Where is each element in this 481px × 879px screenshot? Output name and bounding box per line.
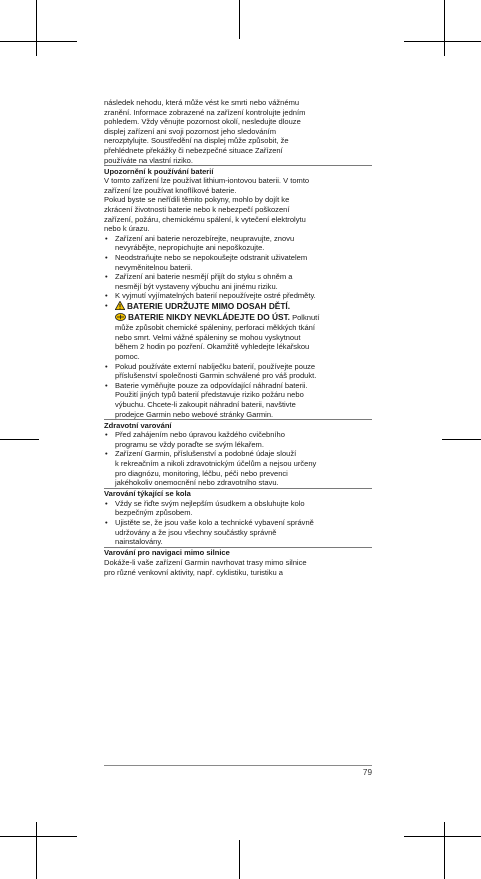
crop-mark xyxy=(404,41,481,42)
text-line: Zařízení Garmin, příslušenství a podobné údaje slouží xyxy=(115,449,297,459)
crop-mark xyxy=(239,0,240,39)
crop-mark xyxy=(0,836,77,837)
text-line: pro diagnózu, monitoring, léčbu, péči nebo prevenci xyxy=(115,468,288,478)
text-line: pomoc. xyxy=(115,351,140,361)
text-line: nesmějí být vystaveny výbuchu ani jinému riziku. xyxy=(115,281,278,291)
text-line: nainstalovány. xyxy=(115,537,163,547)
crop-mark xyxy=(36,822,37,879)
crop-mark xyxy=(444,822,445,879)
crop-mark xyxy=(444,0,445,56)
warning-triangle-icon xyxy=(115,301,125,313)
health-bullet-list xyxy=(104,430,372,488)
list-item-danger xyxy=(104,301,372,362)
footer-rule xyxy=(104,765,372,766)
crop-mark xyxy=(0,439,39,440)
crop-mark xyxy=(404,836,481,837)
section-heading-health: Zdravotní varování xyxy=(104,419,372,430)
list-item xyxy=(104,449,372,487)
text-line: pohledem. Vždy věnujte pozornost okolí, nesledujte dlouze xyxy=(104,117,301,127)
crop-mark xyxy=(0,41,77,42)
text-line: nebo k úrazu. xyxy=(104,224,150,234)
text-line: Před zahájením nebo úpravou každého cvičebního xyxy=(115,430,285,440)
text-line: Dokáže-li vaše zařízení Garmin navrhovat trasy mimo silnice xyxy=(104,557,307,567)
page-number: 79 xyxy=(362,768,372,777)
text-line: K vyjmutí vyjímatelných baterií nepoužívejte ostré předměty. xyxy=(115,291,316,301)
text-line: jakéhokoliv onemocnění nebo zdravotního stavu. xyxy=(115,478,279,488)
text-line: Ujistěte se, že jsou vaše kolo a technické vybavení správně xyxy=(115,518,314,528)
battery-paragraph-1 xyxy=(104,176,372,195)
text-line: programu se vždy poraďte se svým lékařem. xyxy=(115,439,264,449)
list-item xyxy=(104,430,372,449)
text-line: k rekreačním a nikoli zdravotnickým účelům a nejsou určeny xyxy=(115,458,317,468)
text-line: Pokud používáte externí nabíječku baterií, používejte pouze xyxy=(115,361,316,371)
text-line: nebo smrt. Velmi vážné spáleniny se mohou vyskytnout xyxy=(115,332,301,342)
text-line: přehlédnete překážky či nebezpečné situace Zařízení xyxy=(104,145,283,155)
list-item xyxy=(104,518,372,547)
list-item xyxy=(104,291,372,301)
text-line: zkrácení životnosti baterie nebo k nebezpečí poškození xyxy=(104,205,290,215)
bike-bullet-list xyxy=(104,499,372,547)
section-heading-offroad: Varování pro navigaci mimo silnice xyxy=(104,547,372,558)
crop-mark xyxy=(442,439,481,440)
intro-paragraph xyxy=(104,98,372,165)
list-item xyxy=(104,253,372,272)
text-line: Neodstraňujte nebo se nepokoušejte odstranit uživatelem xyxy=(115,253,308,262)
crop-mark xyxy=(36,0,37,56)
text-line: V tomto zařízení lze používat lithium-iontovou baterii. V tomto xyxy=(104,176,310,186)
text-line: Zařízení ani baterie nerozebírejte, neupravujte, znovu xyxy=(115,233,295,243)
text-line: Vždy se řiďte svým nejlepším úsudkem a obsluhujte kolo xyxy=(115,498,305,508)
danger-text: BATERIE NIKDY NEVKLÁDEJTE DO ÚST. xyxy=(128,311,290,322)
text-line: příslušenství společnosti Garmin schválené pro váš produkt. xyxy=(115,371,317,381)
text-line: Pokud byste se neřídili těmito pokyny, mohlo by dojít ke xyxy=(104,195,290,205)
text-line: nevyrábějte, nepropichujte ani nepoškozujte. xyxy=(115,243,265,253)
text-line: Použití jiných typů baterií představuje riziko požáru nebo xyxy=(115,390,304,400)
offroad-paragraph xyxy=(104,558,372,577)
list-item xyxy=(104,234,372,253)
list-item xyxy=(104,272,372,291)
battery-bullet-list xyxy=(104,234,372,419)
text-line: během 2 hodin po pozření. Okamžitě vyhledejte lékařskou xyxy=(115,342,310,352)
text-line: následek nehodu, která může vést ke smrti nebo vážnému xyxy=(104,98,300,107)
text-line: nerozptylujte. Soustředění na displej může způsobit, že xyxy=(104,136,289,146)
text-line: výbuchu. Chcete-li zakoupit náhradní baterii, navštivte xyxy=(115,399,296,409)
crop-mark xyxy=(239,840,240,879)
text-line: používáte na vlastní riziko. xyxy=(104,155,193,165)
text-line: displej zařízení ani svoji pozornost jeho sledováním xyxy=(104,126,276,136)
list-item xyxy=(104,499,372,518)
danger-line-1 xyxy=(115,301,290,311)
text-line: zařízení, požáru, chemickému spálení, k vytečení elektrolytu xyxy=(104,214,306,224)
coin-battery-icon xyxy=(115,313,126,324)
text-line: Baterie vyměňujte pouze za odpovídající náhradní baterii. xyxy=(115,380,308,390)
document-body xyxy=(104,98,372,577)
text-line: nevyměnitelnou baterii. xyxy=(115,262,193,272)
text-line: může způsobit chemické spáleniny, perforaci měkkých tkání xyxy=(115,323,315,333)
text-line: Polknutí xyxy=(289,312,320,322)
text-line: udržovány a že jsou všechny součástky správně xyxy=(115,527,277,537)
text-line: Zařízení ani baterie nesmějí přijít do styku s ohněm a xyxy=(115,272,293,282)
list-item xyxy=(104,381,372,419)
section-heading-battery: Upozornění k používání baterií xyxy=(104,165,372,176)
battery-paragraph-2 xyxy=(104,195,372,233)
section-heading-bike: Varování týkající se kola xyxy=(104,488,372,499)
text-line: zařízení lze používat knoflíkové baterie. xyxy=(104,185,237,195)
text-line: zranění. Informace zobrazené na zařízení kontrolujte jedním xyxy=(104,107,306,117)
list-item xyxy=(104,362,372,381)
danger-line-2 xyxy=(115,312,290,322)
text-line: prodejce Garmin nebo webové stránky Garmin. xyxy=(115,409,274,419)
text-line: bezpečným způsobem. xyxy=(115,508,193,518)
text-line: pro různé venkovní aktivity, např. cyklistiku, turistiku a xyxy=(104,567,283,577)
danger-text: BATERIE UDRŽUJTE MIMO DOSAH DĚTÍ. xyxy=(127,300,291,311)
